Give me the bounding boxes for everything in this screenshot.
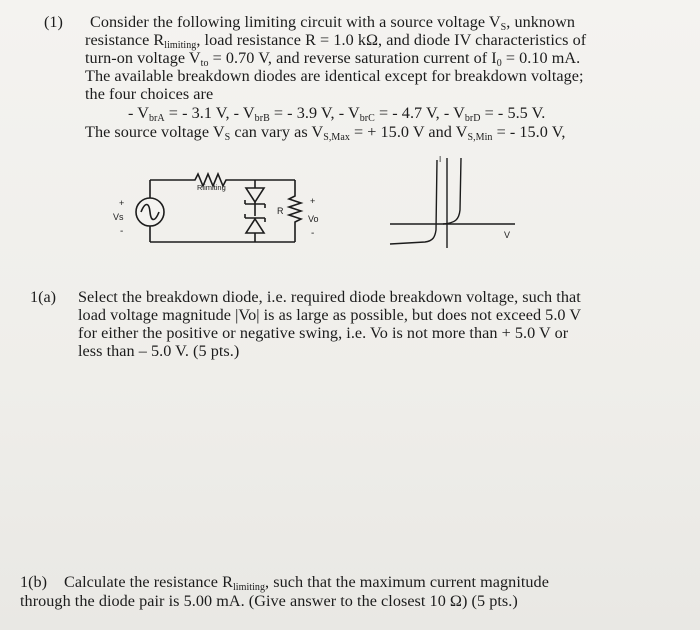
iv-axis-label: V [504, 230, 511, 240]
part-b-label: 1(b) [20, 573, 47, 591]
source-range-line: The source voltage $V_S$ can vary as $V_{S,Max}$ = + 15.0 V and $V_{S,Min}$ = - 15.0 V, [85, 123, 566, 143]
intro-line-3: turn-on voltage $V_{to} = 0.70$ V, and reverse saturation current of $I_0 = 0.10$ mA. [85, 49, 581, 69]
vo-plus: + [310, 196, 316, 206]
vs-minus: - [120, 226, 124, 237]
intro-line-5: the four choices are [85, 85, 214, 103]
load-r-label: R [277, 206, 284, 216]
part-b-line-1: Calculate the resistance $R_{limiting}$, such that the maximum current magnitude [64, 573, 549, 593]
vo-minus: - [311, 228, 315, 239]
problem-number: (1) [44, 13, 63, 31]
diode-iv-sketch [385, 152, 525, 252]
intro-line-1: Consider the following limiting circuit with a source voltage $V_S$, unknown [90, 13, 576, 33]
part-a-line-2: load voltage magnitude |Vo| is as large as possible, but does not exceed 5.0 V [78, 306, 582, 324]
part-a-label: 1(a) [30, 288, 57, 306]
part-a-line-1: Select the breakdown diode, i.e. required diode breakdown voltage, such that [78, 288, 581, 306]
part-a-line-4: less than – 5.0 V. (5 pts.) [78, 342, 240, 360]
vo-label: Vo [308, 214, 319, 224]
part-b-line-2: through the diode pair is 5.00 mA. (Give answer to the closest 10 Ω) (5 pts.) [20, 592, 518, 610]
intro-line-4: The available breakdown diodes are identical except for breakdown voltage; [85, 67, 584, 85]
limiting-circuit-schematic [105, 158, 345, 250]
vs-plus: + [119, 198, 125, 208]
part-a-line-3: for either the positive or negative swing, i.e. Vo is not more than + 5.0 V or [78, 324, 569, 342]
rlimiting-label: Rlimiting [197, 183, 226, 192]
breakdown-choices: - $V_{brA}$ = - 3.1 V, - $V_{brB}$ = - 3.9 V, - $V_{brC}$ = - 4.7 V, - $V_{brD}$ = - 5.5 V. [128, 104, 546, 124]
vs-label: Vs [113, 212, 124, 222]
iv-current-label: I [439, 155, 442, 164]
intro-line-2: resistance $R_{limiting}$, load resistance R = 1.0 kΩ, and diode IV characteristics of [85, 31, 587, 51]
